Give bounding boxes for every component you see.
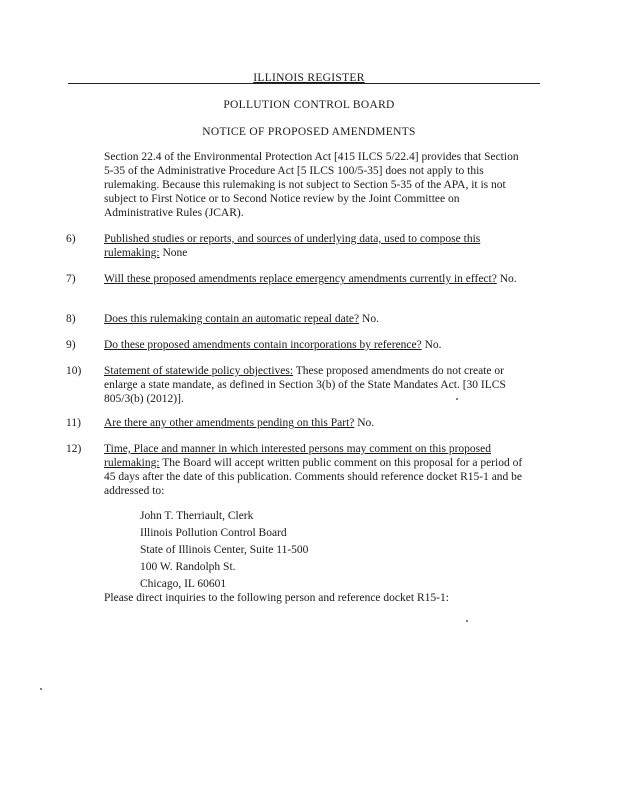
item-number: 8)	[66, 313, 76, 325]
item-heading: Are there any other amendments pending on this Part?	[104, 417, 355, 429]
scan-speck	[466, 620, 468, 622]
item-number: 7)	[66, 273, 76, 285]
scan-speck	[456, 398, 458, 400]
notice-title: NOTICE OF PROPOSED AMENDMENTS	[202, 126, 416, 138]
header-rule	[68, 83, 540, 84]
item-heading: Will these proposed amendments replace emergency amendments currently in effect?	[104, 273, 497, 285]
item-text: The Board will accept written public comment on this proposal for a period of 45 days after the date of this publication. Comments should reference docket R15-1 and be addressed to:	[104, 457, 523, 497]
item-body	[104, 232, 530, 260]
item-text: No.	[354, 417, 375, 429]
address-line: 100 W. Randolph St.	[140, 561, 236, 573]
item-text: No.	[421, 339, 442, 351]
address-line: Chicago, IL 60601	[140, 578, 227, 590]
closing-paragraph: Please direct inquiries to the following person and reference docket R15-1:	[104, 592, 449, 604]
clerk-address	[140, 508, 308, 593]
item-number: 10)	[66, 365, 82, 377]
item-body	[104, 312, 530, 326]
item-number: 11)	[66, 417, 81, 429]
address-line: State of Illinois Center, Suite 11-500	[140, 544, 309, 556]
item-number: 6)	[66, 233, 76, 245]
item-body	[104, 338, 530, 352]
address-line: John T. Therriault, Clerk	[140, 510, 254, 522]
item-body	[104, 364, 530, 406]
item-body	[104, 416, 530, 430]
register-title: ILLINOIS REGISTER	[253, 72, 365, 84]
item-text: No.	[496, 273, 517, 285]
item-text: These proposed amendments do not create or enlarge a state mandate, as defined in Section 3(b) of the State Mandates Act. [30 ILCS 805/3(b) (2012)].	[104, 365, 506, 405]
item-text: No.	[359, 313, 379, 325]
item-heading: Time, Place and manner in which interested persons may comment on this proposed rulemaking:	[104, 443, 491, 469]
intro-paragraph: Section 22.4 of the Environmental Protection Act [415 ILCS 5/22.4] provides that Section 5-35 of the Administrative Procedure Act [5 ILCS 100/5-35] does not apply to this rulemaking. Because this rulemaking is not subject to Section 5-35 of the APA, it is not subject to First Notice or to Second Notice review by the Joint Committee on Administrative Rules (JCAR).	[104, 151, 519, 219]
item-body	[104, 272, 530, 286]
scan-speck	[40, 688, 42, 690]
item-number: 12)	[66, 443, 82, 455]
address-line: Illinois Pollution Control Board	[140, 527, 287, 539]
item-heading: Published studies or reports, and sources of underlying data, used to compose this rulemaking:	[104, 233, 481, 259]
item-heading: Do these proposed amendments contain incorporations by reference?	[104, 339, 422, 351]
item-heading: Does this rulemaking contain an automatic repeal date?	[104, 313, 360, 325]
board-title: POLLUTION CONTROL BOARD	[223, 99, 395, 111]
item-heading: Statement of statewide policy objectives:	[104, 365, 294, 377]
item-body	[104, 442, 530, 498]
item-number: 9)	[66, 339, 76, 351]
item-text: None	[159, 247, 188, 259]
